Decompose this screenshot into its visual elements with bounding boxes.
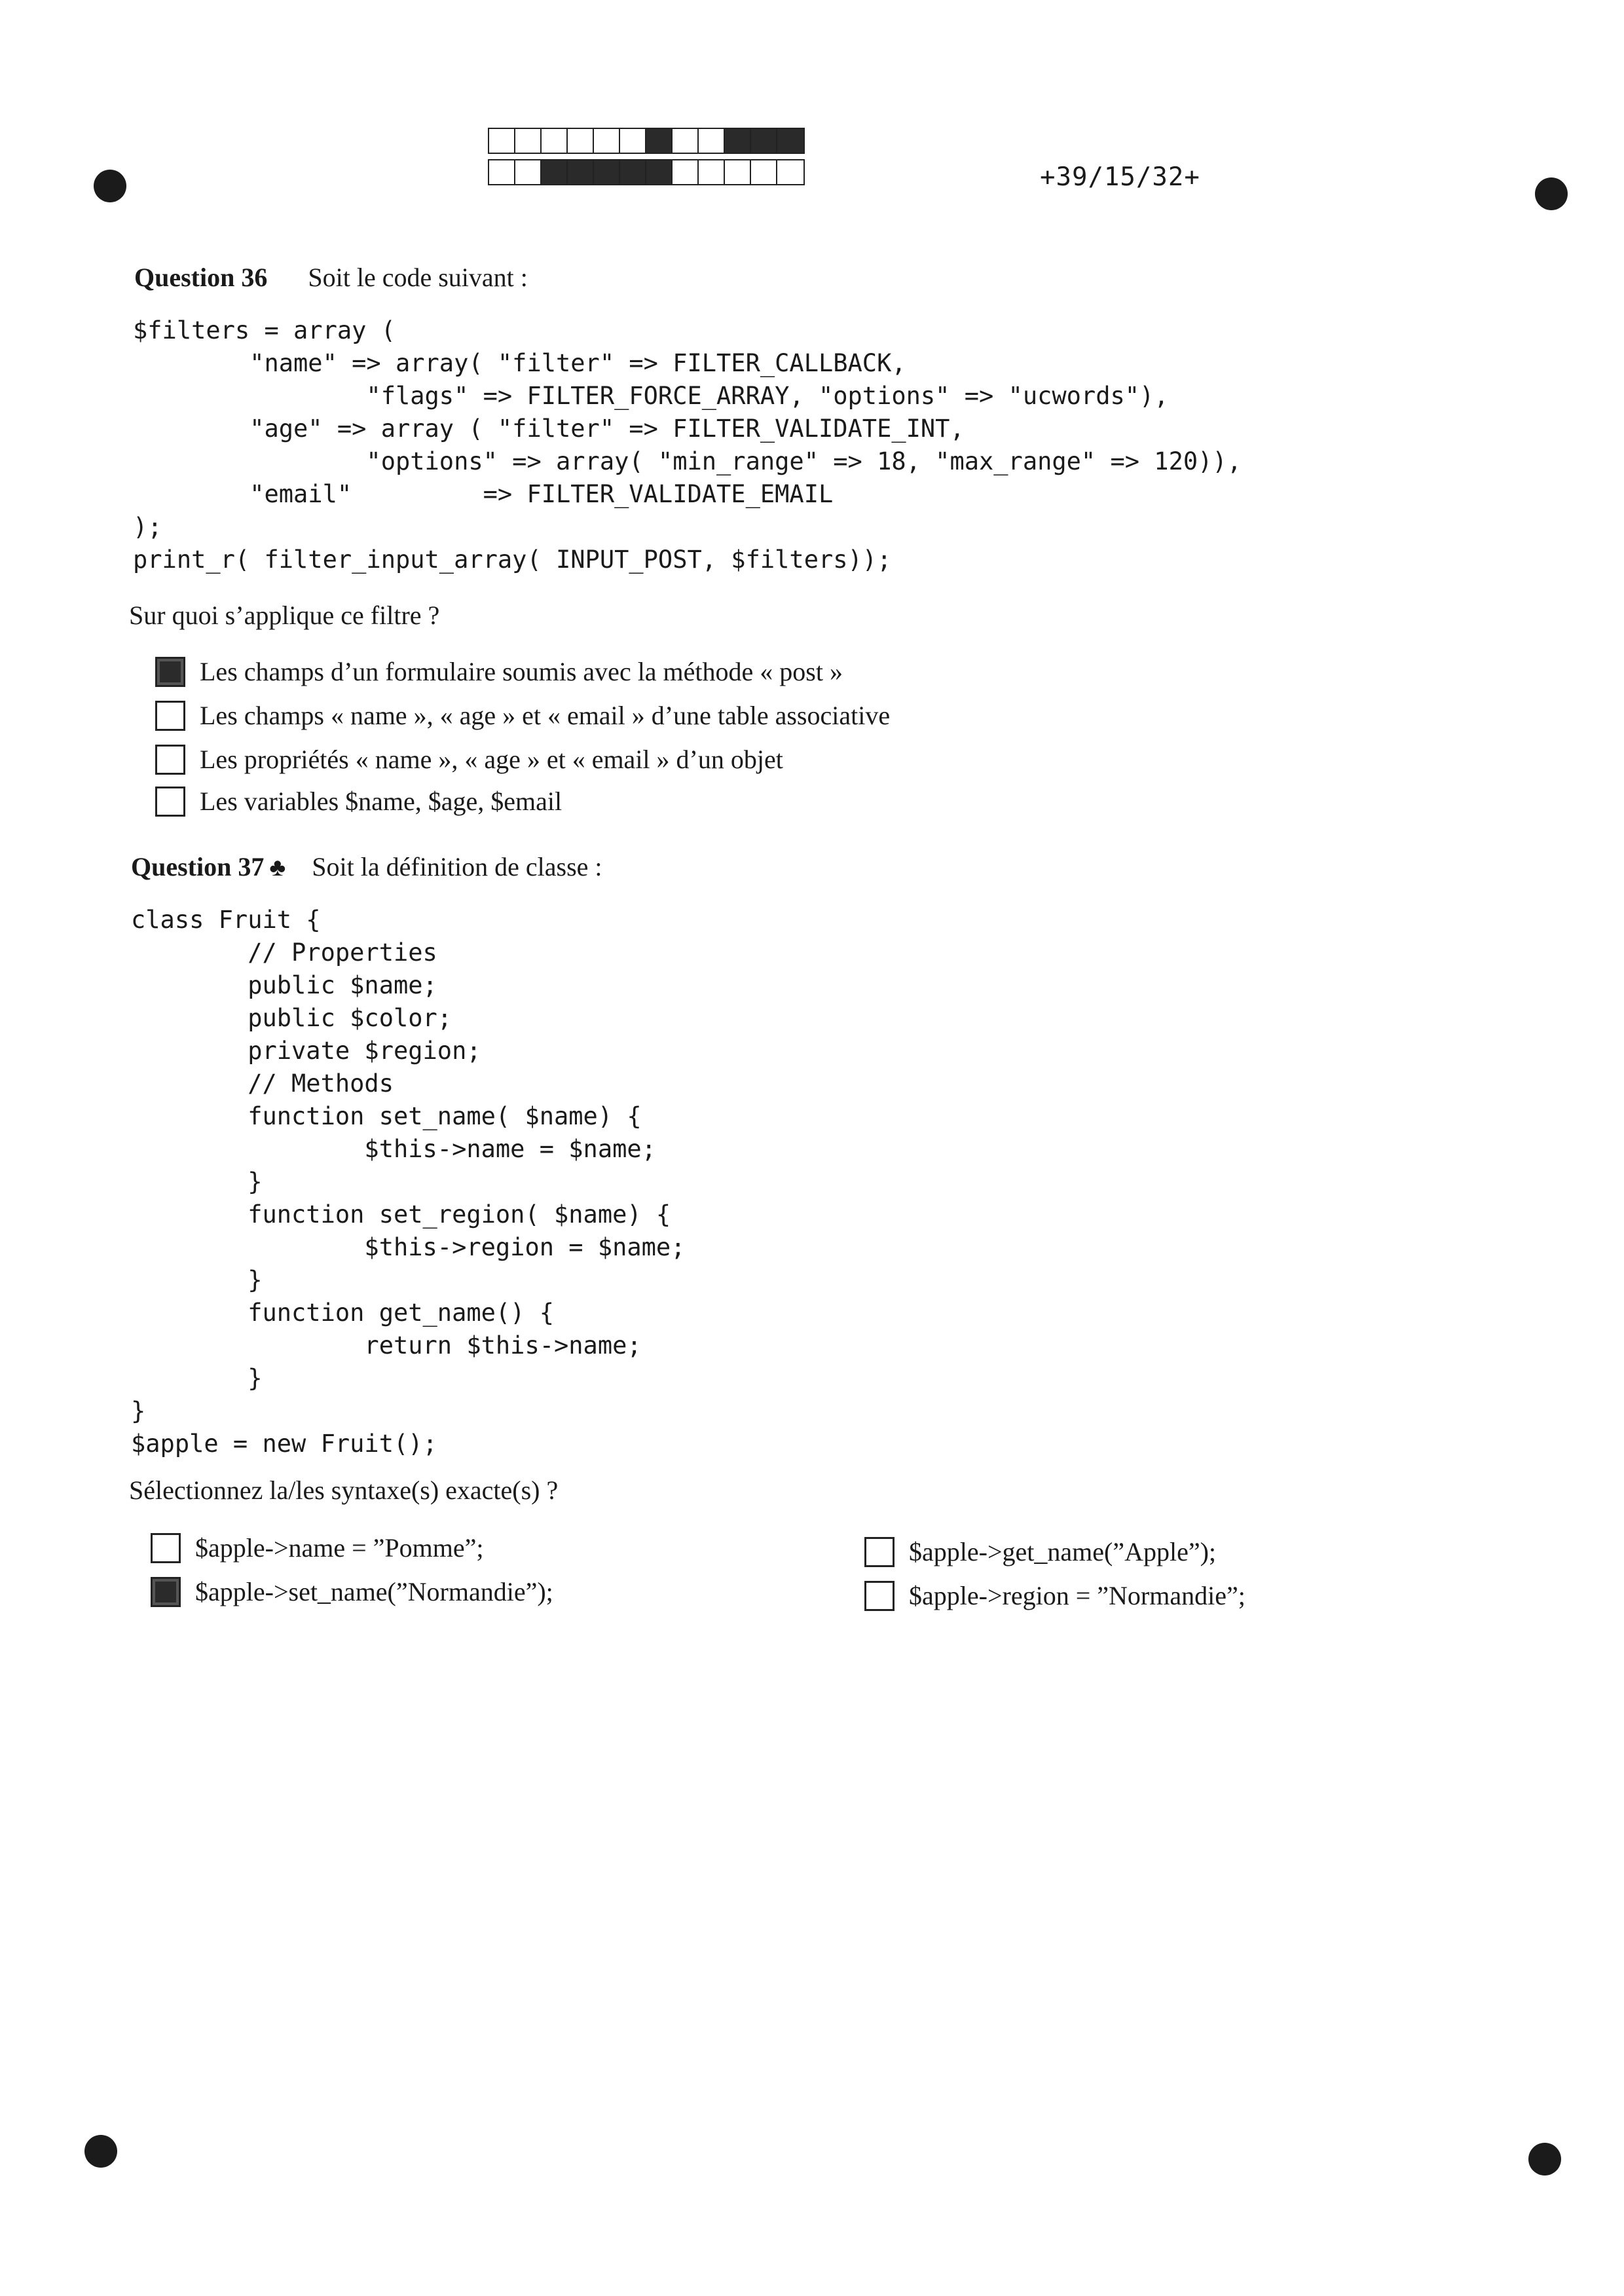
barcode-cell: [699, 160, 725, 184]
barcode-cell: [515, 160, 542, 184]
option-label: $apple->name = ”Pomme”;: [195, 1533, 484, 1563]
barcode-cell: [725, 160, 751, 184]
question-number: Question 37: [131, 852, 265, 881]
barcode-cell: [542, 160, 568, 184]
barcode-cell: [542, 129, 568, 153]
registration-mark-bottom-right: [1528, 2143, 1561, 2176]
question-36-header: [134, 262, 528, 293]
option-label: Les champs d’un formulaire soumis avec la méthode « post »: [200, 657, 843, 686]
barcode-cell: [489, 129, 515, 153]
checkbox[interactable]: [864, 1581, 895, 1611]
barcode-cell: [568, 160, 594, 184]
q37-code-block: class Fruit { // Properties public $name; public $color; private $region; // Methods function set_name( $name) { $this->name = $name; } function set_region( $name) { $this->region = $name; } function get_name() { return $this->name; } } $apple = new Fruit();: [131, 906, 686, 1458]
option-label: $apple->set_name(”Normandie”);: [195, 1577, 553, 1606]
barcode-cell: [725, 129, 751, 153]
page-barcode-top: [488, 128, 805, 154]
barcode-cell: [777, 160, 803, 184]
q36-option-2[interactable]: [155, 700, 890, 731]
barcode-cell: [699, 129, 725, 153]
barcode-cell: [673, 160, 699, 184]
barcode-cell: [568, 129, 594, 153]
q37-option-1[interactable]: [151, 1532, 484, 1563]
checkbox[interactable]: [155, 787, 185, 817]
option-label: Les variables $name, $age, $email: [200, 787, 563, 816]
barcode-cell: [620, 160, 646, 184]
checkbox[interactable]: [155, 701, 185, 731]
barcode-cell: [673, 129, 699, 153]
question-37-header: [131, 851, 602, 882]
barcode-cell: [594, 160, 620, 184]
option-label: $apple->region = ”Normandie”;: [909, 1581, 1246, 1610]
page-barcode-bottom: [488, 159, 805, 185]
barcode-cell: [751, 160, 777, 184]
option-label: Les champs « name », « age » et « email » d’une table associative: [200, 701, 891, 730]
barcode-cell: [777, 129, 803, 153]
barcode-cell: [515, 129, 542, 153]
page-id: +39/15/32+: [1040, 162, 1200, 192]
checkbox[interactable]: [155, 745, 185, 775]
registration-mark-top-left: [94, 170, 126, 202]
question-intro: Soit le code suivant :: [308, 263, 528, 292]
club-icon: ♣: [269, 854, 286, 881]
q37-question-text: Sélectionnez la/les syntaxe(s) exacte(s) ?: [129, 1475, 559, 1505]
barcode-cell: [620, 129, 646, 153]
registration-mark-bottom-left: [84, 2135, 117, 2168]
q37-option-3[interactable]: [864, 1536, 1216, 1567]
q36-option-1[interactable]: [155, 656, 843, 687]
registration-mark-top-right: [1535, 177, 1568, 210]
barcode-cell: [594, 129, 620, 153]
q37-option-2[interactable]: [151, 1576, 553, 1607]
q36-code-block: $filters = array ( "name" => array( "filter" => FILTER_CALLBACK, "flags" => FILTER_FORCE_ARRAY, "options" => "ucwords"), "age" => array ( "filter" => FILTER_VALIDATE_INT, "options" => array( "min_range" => 18, "max_range" => 120)), "email" => FILTER_VALIDATE_EMAIL ); print_r( filter_input_array( INPUT_POST, $filters));: [133, 316, 1242, 574]
question-number: Question 36: [134, 263, 268, 292]
checkbox[interactable]: [151, 1577, 181, 1607]
barcode-cell: [489, 160, 515, 184]
barcode-cell: [646, 129, 673, 153]
q36-question-text: Sur quoi s’applique ce filtre ?: [129, 601, 440, 630]
checkbox[interactable]: [155, 657, 185, 687]
barcode-cell: [646, 160, 673, 184]
q36-option-4[interactable]: [155, 786, 562, 817]
barcode-cell: [751, 129, 777, 153]
q37-option-4[interactable]: [864, 1580, 1246, 1611]
option-label: Les propriétés « name », « age » et « email » d’un objet: [200, 745, 783, 774]
checkbox[interactable]: [864, 1537, 895, 1567]
option-label: $apple->get_name(”Apple”);: [909, 1537, 1217, 1566]
question-intro: Soit la définition de classe :: [312, 852, 602, 881]
checkbox[interactable]: [151, 1533, 181, 1563]
q36-option-3[interactable]: [155, 744, 783, 775]
